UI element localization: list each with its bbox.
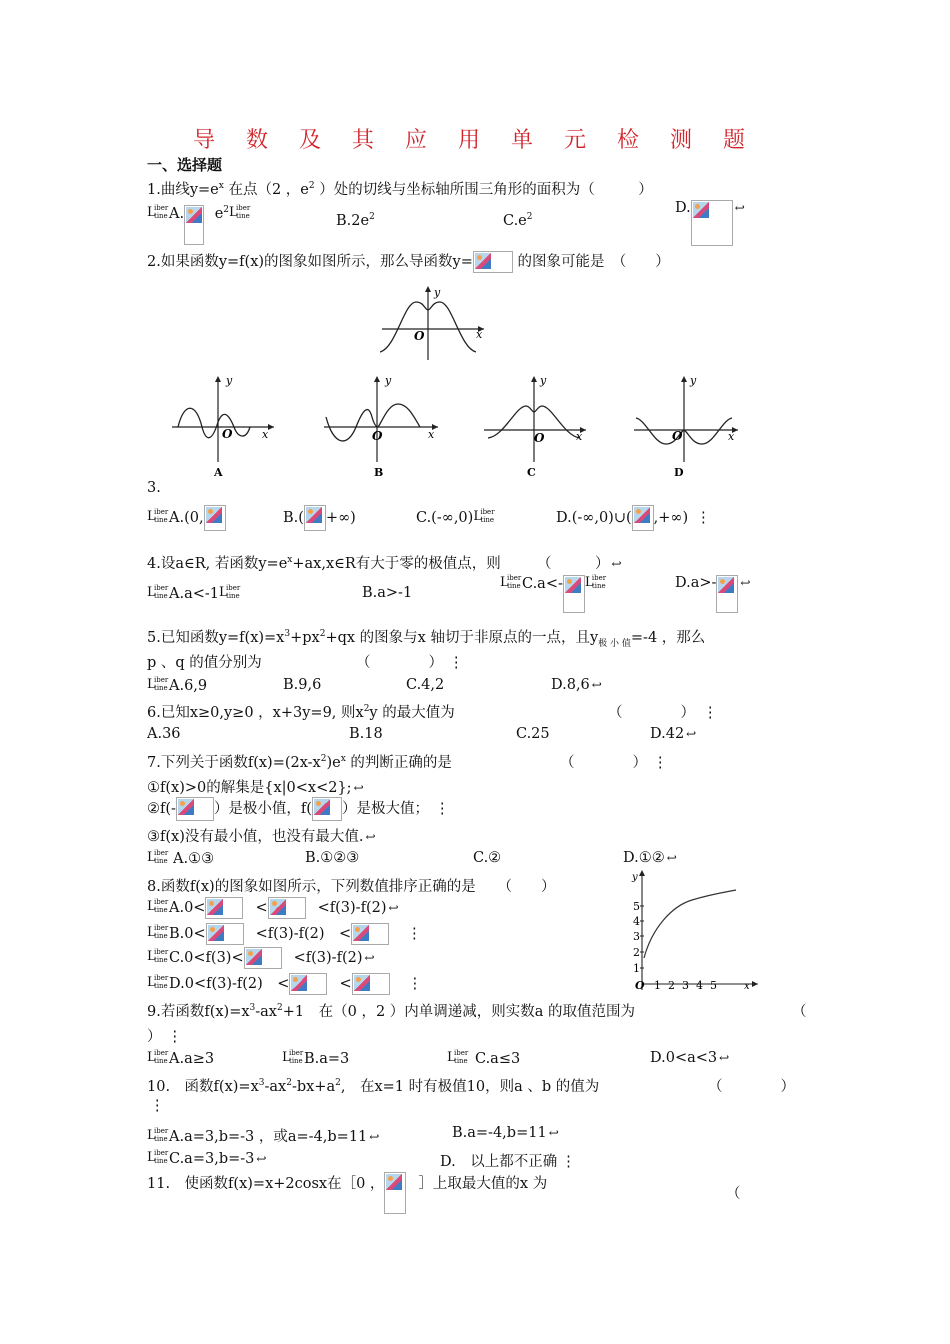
x-label: x <box>576 430 583 443</box>
option-d: D. ↩ <box>675 200 745 246</box>
return-arrow-icon: ↩ <box>734 201 745 215</box>
x-axis-arrow <box>268 424 274 430</box>
return-arrow-icon: ↩ <box>353 781 364 795</box>
q10-option-a: L iber tine A.a=3,b=-3 ，或a=-4,b=11 ↩ <box>147 1127 380 1145</box>
q5-option-b: B.9,6 <box>283 677 322 693</box>
y-label: y <box>226 374 233 387</box>
x-label: x <box>476 328 483 341</box>
return-arrow-icon: ↩ <box>611 557 622 571</box>
question-11-stem: 11. 使函数f(x)=x+2cosx在［0 ， ］上取最大值的x 为 <box>147 1172 547 1214</box>
q8-option-b: L iber tine B.0< <f(3)-f(2) < ⋮ <box>147 922 422 945</box>
liber-tag: L iber tine <box>147 898 169 914</box>
origin-label: O <box>372 429 383 443</box>
question-8-stem: 8.函数f(x)的图象如图所示，下列数值排序正确的是 （ ） <box>147 879 556 895</box>
question-6-stem: 6.已知x≥0,y≥0 ，x+3y=9, 则$x^2y$ 的最大值为 <box>147 704 455 721</box>
q7-item-1: ①f(x)>0的解集是{x|0<x<2}; ↩ <box>147 780 364 796</box>
graph-option-c <box>482 372 592 482</box>
q5-option-d: D.8,6 ↩ <box>551 677 602 693</box>
origin-label: O <box>672 429 683 443</box>
colon-mark-icon: ⋮ <box>434 801 450 817</box>
liber-tag: L iber tine <box>473 508 495 524</box>
liber-tag: L iber tine <box>500 574 522 590</box>
y-label: y <box>385 374 392 387</box>
option-label: B <box>374 466 384 479</box>
x-label: x <box>744 981 750 992</box>
y-tick-label: 2 <box>633 946 640 959</box>
q9-option-d: D.0<a<3 ↩ <box>650 1050 730 1066</box>
image-placeholder-icon <box>184 205 204 245</box>
image-placeholder-icon <box>205 897 243 919</box>
x-label: x <box>262 428 269 441</box>
return-arrow-icon: ↩ <box>548 1126 559 1140</box>
x-axis-arrow <box>752 981 758 987</box>
image-placeholder-icon <box>244 947 282 969</box>
option-label: C <box>527 466 536 479</box>
option-label: A <box>214 466 223 479</box>
question-10-stem: 10. 函数$f(x)=x^3-ax^2-bx+a^2$, 在x=1 时有极值10，则a 、b 的值为 <box>147 1078 600 1095</box>
section-heading: 一、选择题 <box>147 156 223 174</box>
question-3-stem: 3. <box>147 480 161 492</box>
return-arrow-icon: ↩ <box>591 678 602 692</box>
image-placeholder-icon <box>351 923 389 945</box>
liber-tag: L iber tine <box>147 974 169 990</box>
y-tick-label: 5 <box>633 900 640 913</box>
colon-mark-icon: ⋮ <box>150 1098 165 1114</box>
liber-tag: L iber tine <box>282 1049 304 1065</box>
liber-tag: L iber tine <box>147 584 169 600</box>
y-tick-label: 1 <box>633 962 640 975</box>
question-9-stem: 9.若函数$f(x)=x^3-ax^2+1$ 在（0 ，2 ）内单调递减，则实数a 的取值范围为 <box>147 1003 636 1020</box>
image-placeholder-icon <box>304 505 326 531</box>
q9-option-c: L iber tine C.a≤3 <box>447 1049 521 1067</box>
q9-option-b: L iber tine B.a=3 <box>282 1049 350 1067</box>
question-7-paren: （ ） ⋮ <box>560 755 668 771</box>
q4-option-d: D.a>- ↩ <box>675 575 750 613</box>
origin-label: O <box>534 431 545 445</box>
colon-mark-icon: ⋮ <box>407 976 423 992</box>
return-arrow-icon: ↩ <box>365 830 376 844</box>
q7-option-c: C.② <box>473 850 502 866</box>
question-3-options: L iber tine A.(0, <box>147 505 226 531</box>
origin-label: O <box>635 979 645 992</box>
q6-option-b: B.18 <box>349 726 383 742</box>
y-axis-arrow <box>639 870 645 876</box>
image-placeholder-icon <box>204 505 226 531</box>
curve <box>178 408 250 437</box>
q10-option-d: D. 以上都不正确 ⋮ <box>440 1154 576 1170</box>
q6-option-a: A.36 <box>147 726 181 742</box>
q5-option-c: C.4,2 <box>406 677 445 693</box>
image-placeholder-icon <box>289 973 327 995</box>
liber-tag: L iber tine <box>147 1049 169 1065</box>
return-arrow-icon: ↩ <box>686 727 697 741</box>
liber-tag: L iber tine <box>147 204 169 220</box>
option-label: D <box>674 466 684 479</box>
x-tick-label: 4 <box>696 979 703 992</box>
function-graph <box>378 280 488 362</box>
x-tick-label: 2 <box>668 979 675 992</box>
image-placeholder-icon <box>632 505 654 531</box>
image-placeholder-icon <box>268 897 306 919</box>
q5-option-a: L iber tine A.6,9 <box>147 676 208 694</box>
question-5-line2: p 、q 的值分别为 （ ） ⋮ <box>147 655 464 671</box>
graph-option-a <box>170 372 280 482</box>
liber-tag: L iber tine <box>147 1149 169 1165</box>
y-label: y <box>690 374 697 387</box>
image-placeholder-icon <box>352 973 390 995</box>
question-4-stem: 4.设a∈R, 若函数$y=e^x+ax,x\in R$有大于零的极值点，则 （ ） ↩ <box>147 555 622 572</box>
question-1-options: L iber tine A. $e^2$ L iber tine <box>147 205 251 245</box>
y-axis-arrow <box>215 376 221 382</box>
question-11-paren: （ <box>726 1186 741 1202</box>
q10-option-b: B.a=-4,b=11 ↩ <box>452 1125 559 1141</box>
question-2-stem: 2.如果函数y=f(x)的图象如图所示，那么导函数y= 的图象可能是 （ ） <box>147 250 670 273</box>
q3-option-b: B.( +∞) <box>283 505 356 531</box>
image-placeholder-icon <box>206 923 244 945</box>
return-arrow-icon: ↩ <box>364 951 375 965</box>
x-tick-label: 3 <box>682 979 689 992</box>
graph-option-b <box>322 372 442 482</box>
question-6-paren: （ ） ⋮ <box>608 705 718 721</box>
y-tick-label: 4 <box>633 915 640 928</box>
question-9-paren: （ <box>792 1004 807 1020</box>
colon-mark-icon: ⋮ <box>703 705 718 721</box>
question-10-paren: （ ） <box>708 1079 795 1095</box>
function-curve <box>644 890 736 958</box>
q9-option-a: L iber tine A.a≥3 <box>147 1049 215 1067</box>
liber-tag: L iber tine <box>147 924 169 940</box>
y-label: y <box>434 286 441 299</box>
y-axis-arrow <box>374 376 380 382</box>
question-5-stem: 5.已知函数$y=f(x)=x^3+px^2+qx$ 的图象与x 轴切于非原点的一点，且$y_{极 小 值}=-4$ ，那么 <box>147 629 706 649</box>
q4-option-b: B.a>-1 <box>362 585 413 601</box>
option-b: $B.2e^2$ <box>336 212 375 229</box>
image-placeholder-icon <box>312 797 342 821</box>
q4-option-c: L iber tine C.a<- L iber tine <box>500 575 607 613</box>
q7-option-d: D.①② ↩ <box>623 850 677 866</box>
q3-option-c: C.(-∞,0) L iber tine <box>416 508 495 526</box>
image-placeholder-icon <box>473 251 513 273</box>
liber-tag: L iber tine <box>147 1127 169 1143</box>
q7-option-a: L iber tine A.①③ <box>147 849 215 867</box>
origin-label: O <box>222 427 233 441</box>
colon-mark-icon: ⋮ <box>449 655 464 671</box>
question-1-stem: 1.曲线$y=e^x$ 在点（2 ，$e^2$ ）处的切线与坐标轴所围三角形的面积为（ ） <box>147 181 653 198</box>
colon-mark-icon: ⋮ <box>167 1029 182 1045</box>
x-tick-label: 5 <box>710 979 717 992</box>
liber-tag: L iber tine <box>584 574 607 590</box>
liber-tag: L iber tine <box>147 849 169 865</box>
image-placeholder-icon <box>176 797 214 821</box>
y-tick-label: 3 <box>633 930 640 943</box>
x-label: x <box>428 428 435 441</box>
liber-tag: L iber tine <box>229 204 251 220</box>
question-9-line2: ） ⋮ <box>147 1029 182 1045</box>
q7-item-2: ②f(- ）是极小值，f( ）是极大值； ⋮ <box>147 797 449 821</box>
page-title: 导 数 及 其 应 用 单 元 检 测 题 <box>193 128 757 153</box>
x-tick-label: 1 <box>654 979 661 992</box>
question-7-stem: 7.下列关于函数$f(x)=(2x-x^2)e^x$ 的判断正确的是 <box>147 754 452 771</box>
return-arrow-icon: ↩ <box>740 576 751 590</box>
x-label: x <box>728 430 735 443</box>
return-arrow-icon: ↩ <box>388 901 399 915</box>
image-placeholder-icon <box>716 575 738 613</box>
q3-option-d: D.(-∞,0)∪( ,+∞) ⋮ <box>556 505 711 531</box>
y-axis-arrow <box>681 376 687 382</box>
q8-function-graph <box>622 866 762 992</box>
liber-tag: L iber tine <box>147 948 169 964</box>
origin-label: O <box>414 329 425 343</box>
option-a: A. <box>169 206 185 222</box>
liber-tag: L iber tine <box>219 584 241 600</box>
y-axis-arrow <box>531 376 537 382</box>
graph-option-d <box>632 372 744 482</box>
image-placeholder-icon <box>691 200 733 246</box>
y-axis-arrow <box>425 286 431 292</box>
q8-option-c: L iber tine C.0<f(3)< <f(3)-f(2) ↩ <box>147 947 375 969</box>
q6-option-d: D.42 ↩ <box>650 726 697 742</box>
liber-tag: L iber tine <box>447 1049 469 1065</box>
liber-tag: L iber tine <box>147 676 169 692</box>
q7-option-b: B.①②③ <box>305 850 360 866</box>
return-arrow-icon: ↩ <box>719 1051 730 1065</box>
return-arrow-icon: ↩ <box>666 851 677 865</box>
q8-option-a: L iber tine A.0< < <f(3)-f(2) ↩ <box>147 897 399 919</box>
return-arrow-icon: ↩ <box>369 1130 380 1144</box>
q7-item-3: ③f(x)没有最小值，也没有最大值. ↩ <box>147 829 376 845</box>
y-label: y <box>540 374 547 387</box>
return-arrow-icon: ↩ <box>256 1152 267 1166</box>
colon-mark-icon: ⋮ <box>407 926 422 942</box>
y-label: y <box>632 872 638 883</box>
q6-option-c: C.25 <box>516 726 550 742</box>
question-4-options: L iber tine A.a<-1 L iber tine <box>147 584 241 602</box>
option-c: $C.e^2$ <box>503 212 533 229</box>
image-placeholder-icon <box>384 1172 406 1214</box>
colon-mark-icon: ⋮ <box>696 510 711 526</box>
colon-mark-icon: ⋮ <box>561 1154 576 1170</box>
liber-tag: L iber tine <box>147 508 169 524</box>
q10-option-c: L iber tine C.a=3,b=-3 ↩ <box>147 1149 267 1167</box>
colon-mark-icon: ⋮ <box>653 755 668 771</box>
image-placeholder-icon <box>563 575 585 613</box>
q8-option-d: L iber tine D.0<f(3)-f(2) < < ⋮ <box>147 972 422 995</box>
